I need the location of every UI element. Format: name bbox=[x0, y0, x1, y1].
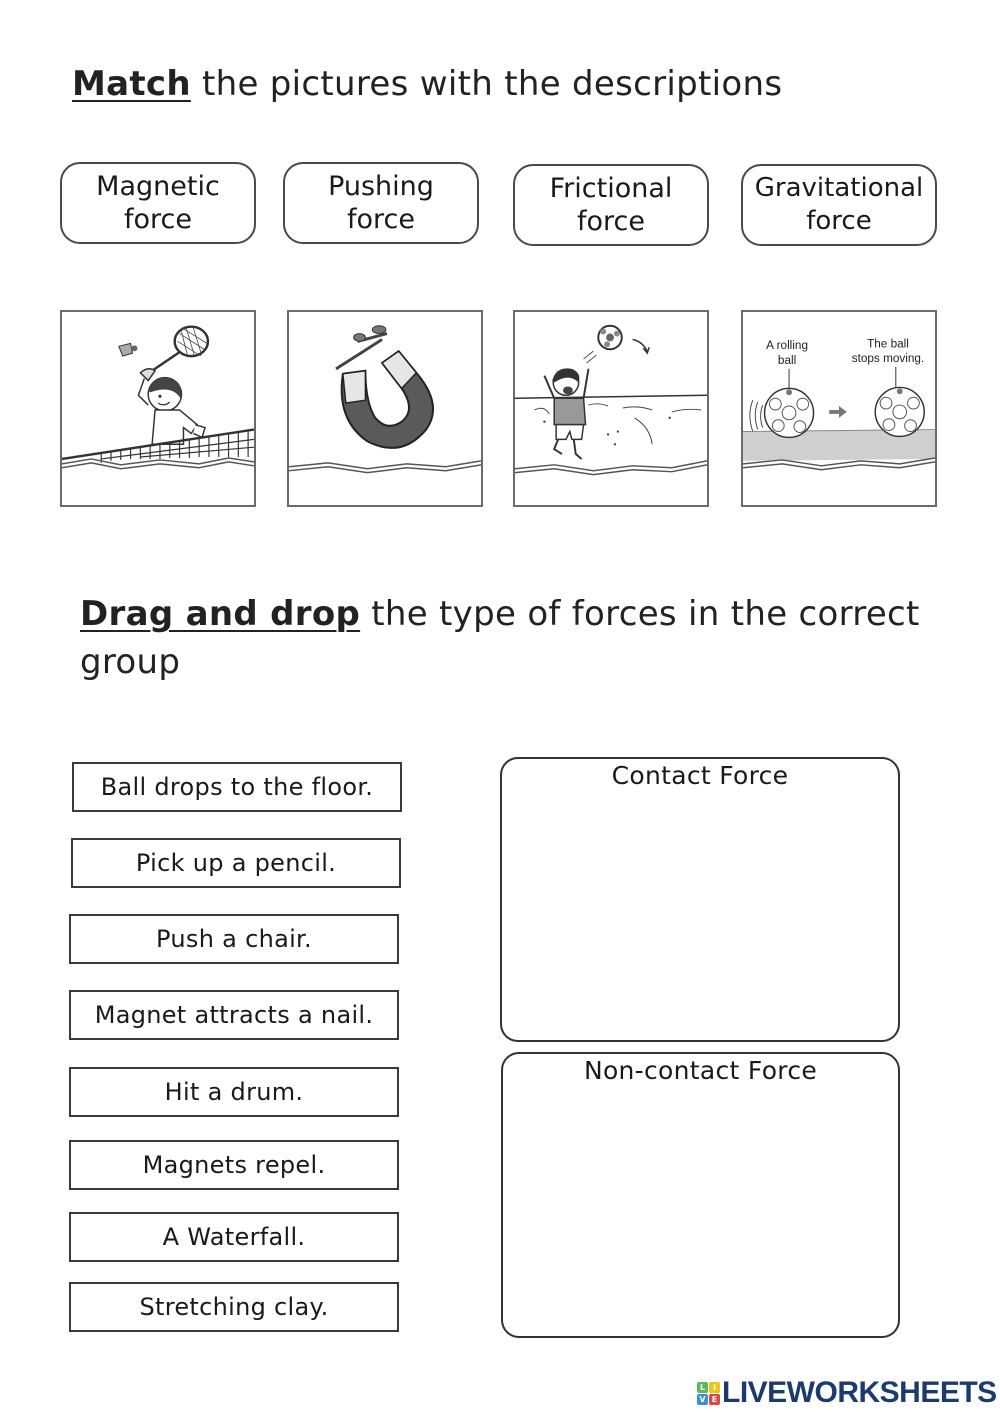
badminton-illustration bbox=[62, 312, 254, 505]
label-line: Gravitational bbox=[754, 173, 924, 203]
rolling-ball-stops-picture bbox=[741, 310, 937, 507]
drag-item[interactable]: Magnets repel. bbox=[69, 1140, 399, 1190]
label-line: force bbox=[577, 206, 645, 237]
label-line: Frictional bbox=[549, 173, 673, 204]
drag-item[interactable]: A Waterfall. bbox=[69, 1212, 399, 1262]
zone-title: Non-contact Force bbox=[583, 1056, 818, 1085]
label-gravitational-force[interactable] bbox=[741, 164, 937, 246]
caption-stops-line2: stops moving. bbox=[851, 351, 925, 365]
label-line: Pushing bbox=[328, 171, 434, 202]
logo-tile: V bbox=[697, 1394, 708, 1405]
label-line: Magnetic bbox=[96, 171, 220, 202]
drag-item[interactable]: Hit a drum. bbox=[69, 1067, 399, 1117]
label-line: force bbox=[124, 204, 192, 235]
logo-tile: L bbox=[697, 1382, 708, 1393]
heading-keyword: Drag and drop bbox=[80, 594, 361, 634]
liveworksheets-logo bbox=[697, 1378, 997, 1408]
label-line: force bbox=[806, 206, 872, 236]
caption-stops-line1: The ball bbox=[867, 337, 909, 351]
brand-name: LIVEWORKSHEETS bbox=[722, 1376, 997, 1409]
heading-keyword: Match bbox=[72, 64, 191, 104]
zone-title: Contact Force bbox=[611, 761, 789, 790]
drop-zone-non-contact-force[interactable] bbox=[501, 1052, 900, 1338]
match-instruction-heading bbox=[72, 60, 782, 108]
boy-throwing-ball-picture bbox=[513, 310, 709, 507]
rolling-ball-illustration bbox=[743, 312, 935, 505]
logo-tile: I bbox=[709, 1382, 720, 1393]
boy-throwing-ball-illustration bbox=[515, 312, 707, 505]
drag-item[interactable]: Push a chair. bbox=[69, 914, 399, 964]
caption-rolling-line1: A rolling bbox=[766, 339, 808, 353]
badminton-player-picture bbox=[60, 310, 256, 507]
drag-drop-instruction-heading bbox=[80, 590, 920, 638]
label-frictional-force[interactable] bbox=[513, 164, 709, 246]
drag-item[interactable]: Pick up a pencil. bbox=[71, 838, 401, 888]
label-magnetic-force[interactable] bbox=[60, 162, 256, 244]
heading-text: the pictures with the descriptions bbox=[190, 64, 783, 104]
drag-item[interactable]: Stretching clay. bbox=[69, 1282, 399, 1332]
drag-item[interactable]: Ball drops to the floor. bbox=[72, 762, 402, 812]
magnet-attracting-nails-picture bbox=[287, 310, 483, 507]
horseshoe-magnet-illustration bbox=[289, 312, 481, 505]
live-tiles-icon bbox=[697, 1382, 720, 1405]
drag-drop-instruction-heading-line2: group bbox=[80, 642, 181, 682]
drop-zone-contact-force[interactable] bbox=[500, 757, 900, 1042]
label-pushing-force[interactable] bbox=[283, 162, 479, 244]
label-line: force bbox=[347, 204, 415, 235]
caption-rolling-line2: ball bbox=[777, 353, 797, 367]
drag-item[interactable]: Magnet attracts a nail. bbox=[69, 990, 399, 1040]
heading-text: the type of forces in the correct bbox=[360, 594, 920, 634]
logo-tile: E bbox=[709, 1394, 720, 1405]
